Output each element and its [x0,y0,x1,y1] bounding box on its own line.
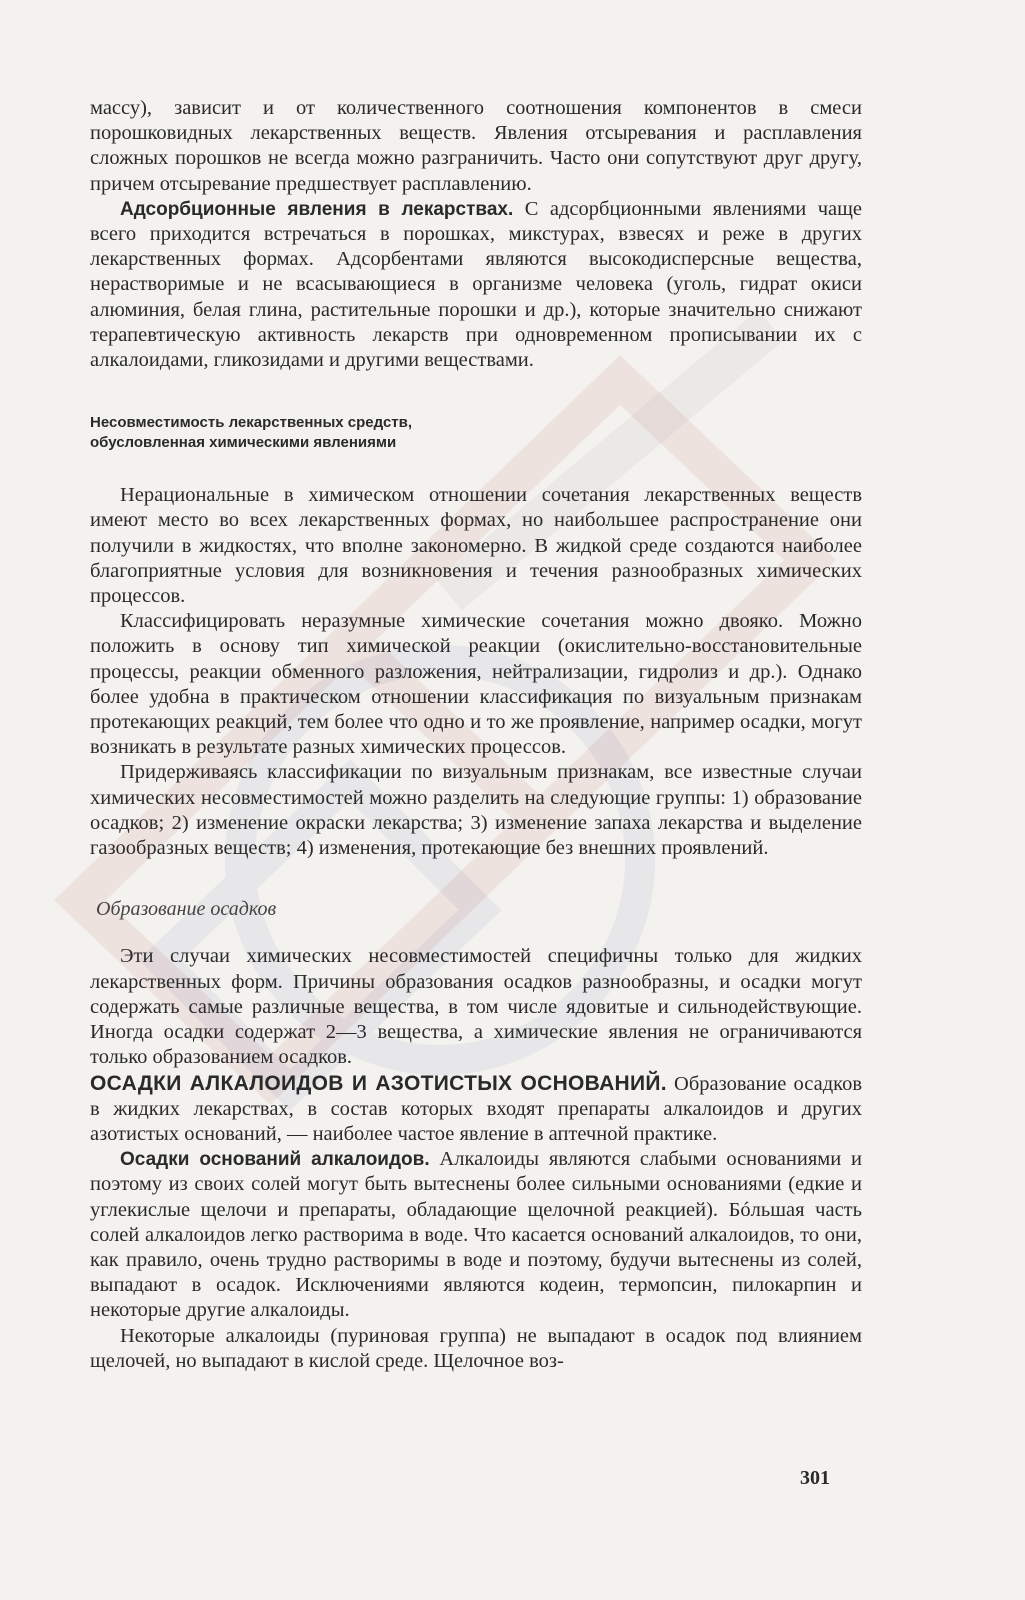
section-heading-line-2: обусловленная химическими явлениями [90,434,397,452]
runin-heading-alkaloid-caps: ОСАДКИ АЛКАЛОИДОВ И АЗОТИСТЫХ ОСНОВАНИЙ. [90,1071,667,1095]
runin-heading-adsorption: Адсорбционные явления в лекарствах. [120,198,514,220]
paragraph-precipitates-intro: Эти случаи химических несовместимостей специфичны только для жидких лекарственных форм. Причины образования осадков разнообразны, и осадки могут содержать самые различные вещества, в том числе ядовитые и сильнодействующие. Иногда осадки содержат 2—3 вещества, а химические явления не ограничиваются только образованием осадков. [90,945,862,1069]
paragraph-classification: Классифицировать неразумные химические сочетания можно двояко. Можно положить в основу тип химической реакции (окислительно-восстановительные процессы, реакции обменного разложения, нейтрализации, гидролиз и др.). Однако более удобна в практическом отношении классификация по визуальным признакам протекающих реакций, тем более что одно и то же проявление, например осадки, могут возникать в результате разных химических процессов. [90,610,862,759]
runin-heading-alkaloid-bases: Осадки оснований алкалоидов. [120,1149,430,1171]
paragraph-alkaloid-bases [90,1147,862,1323]
paragraph-irrational-combinations: Нерациональные в химическом отношении сочетания лекарственных веществ имеют место во всех лекарственных формах, но наибольшее распространение они получили в жидкостях, что вполне закономерно. В жидкой среде создаются наиболее благоприятные условия для возникновения и течения разнообразных химических процессов. [90,484,862,608]
paragraph-alkaloid-bases-text: Алкалоиды являются слабыми основаниями и поэтому из своих солей могут быть вытеснены более сильными основаниями (едкие и углекислые щелочи и препараты, обладающие щелочной реакцией). Бóльшая часть солей алкалоидов легко растворима в воде. Что касается оснований алкалоидов, то они, как правило, очень трудно растворимы в воде и поэтому, будучи вытеснены из солей, выпадают в осадок. Исключениями являются кодеин, термопсин, пилокарпин и некоторые другие алкалоиды. [90,1148,862,1322]
main-text-column [90,96,862,1374]
paragraph-alkaloid-precipitates-text: Образование осадков в жидких лекарствах, в состав которых входят препараты алкалоидов и других азотистых оснований, — наиболее частое явление в аптечной практике. [90,1072,862,1145]
paragraph-adsorption [90,197,862,373]
subsection-heading: Образование осадков [96,898,277,921]
paragraph-alkaloid-precipitates [90,1071,862,1148]
paragraph-continued: массу), зависит и от количественного соотношения компонентов в смеси порошковидных лекарственных веществ. Явления отсыревания и расплавления сложных порошков не всегда можно разграничить. Часто они сопутствуют друг другу, причем отсыревание предшествует расплавлению. [90,97,862,195]
section-heading-line-1: Несовместимость лекарственных средств, [90,414,413,432]
paragraph-adsorption-text: С адсорбционными явлениями чаще всего приходится встречаться в порошках, микстурах, взвесях и реже в других лекарственных формах. Адсорбентами являются высокодисперсные вещества, нерастворимые и не всасывающиеся в организме человека (уголь, гидрат окиси алюминия, белая глина, растительные порошки и др.), которые значительно снижают терапевтическую активность лекарств при одновременном прописывании их с алкалоидами, гликозидами и другими веществами. [90,197,862,372]
paragraph-groups: Придерживаясь классификации по визуальным признакам, все известные случаи химических несовместимостей можно разделить на следующие группы: 1) образование осадков; 2) изменение окраски лекарства; 3) изменение запаха лекарства и выделение газообразных веществ; 4) изменения, протекающие без внешних проявлений. [90,761,862,860]
section-heading [90,413,862,453]
page-number: 301 [800,1467,830,1489]
paragraph-purine-group: Некоторые алкалоиды (пуриновая группа) не выпадают в осадок под влиянием щелочей, но выпадают в кислой среде. Щелочное воз- [90,1324,862,1372]
